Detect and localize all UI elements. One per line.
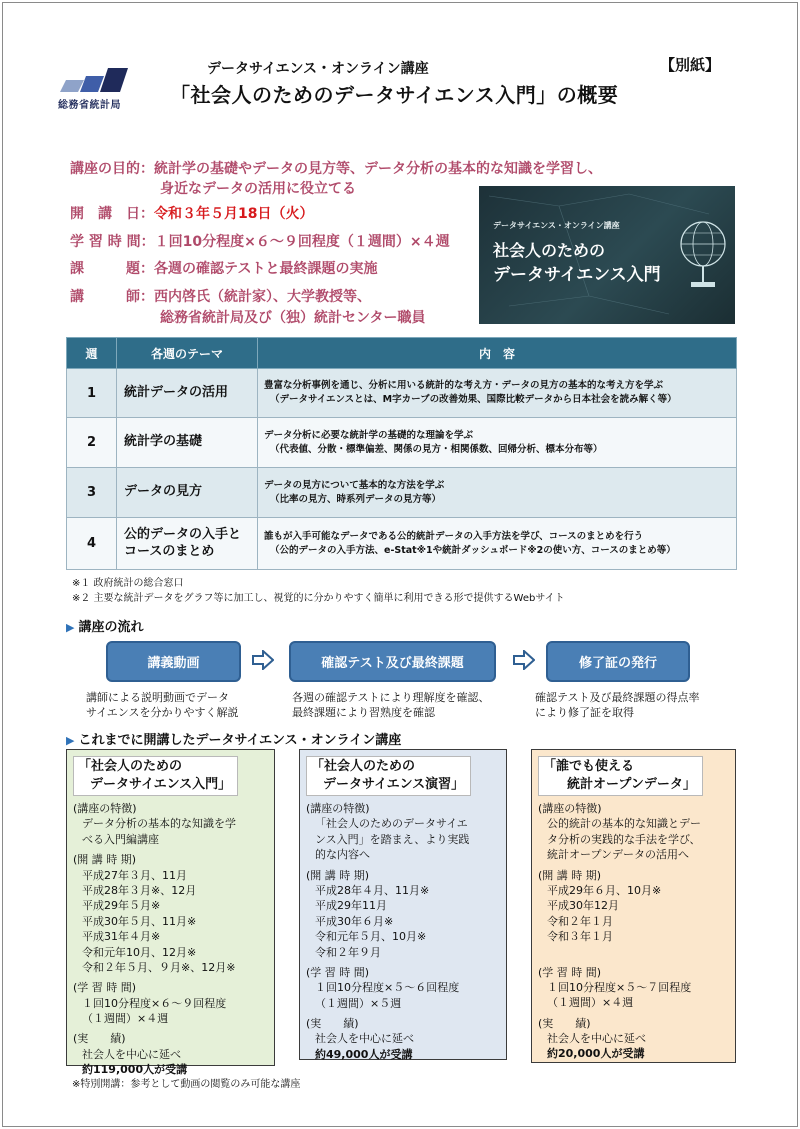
week-theme-line2: コースのまとめ xyxy=(124,543,215,559)
result-count: 約20,000人が受講 xyxy=(547,1047,645,1061)
triangle-bullet-icon: ▶ xyxy=(66,734,75,747)
step-certificate: 修了証の発行 xyxy=(546,641,690,682)
table-header-week: 週 xyxy=(67,338,117,369)
period-label: (開 講 時 期) xyxy=(306,868,370,882)
week-theme-line1: 公的データの入手と xyxy=(124,527,242,543)
description-line: 講師による説明動画でデータ xyxy=(86,691,229,704)
feature-line: 的な内容へ xyxy=(315,848,370,862)
annex-label: 【別紙】 xyxy=(660,56,721,74)
time-label: (学 習 時 間) xyxy=(538,965,602,979)
course-title xyxy=(73,756,238,796)
time-line: （１週間）×４週 xyxy=(82,1012,169,1026)
feature-line: データ分析の基本的な知識を学 xyxy=(82,817,236,831)
period-item: 平成31年４月※ xyxy=(82,930,161,944)
feature-label: (講座の特徴) xyxy=(73,802,137,815)
description-line: サイエンスを分かりやすく解説 xyxy=(86,706,239,720)
course-body xyxy=(73,801,236,1078)
history-title-text: これまでに開講したデータサイエンス・オンライン講座 xyxy=(78,733,402,748)
week-theme: 統計データの活用 xyxy=(117,369,258,418)
feature-line: タ分析の実践的な手法を学び、 xyxy=(547,832,701,846)
period-item: 令和元年10月、12月※ xyxy=(82,945,197,959)
period-item: 平成30年12月 xyxy=(547,899,619,913)
feature-line: 「社会人のためのデータサイエ xyxy=(315,817,468,831)
document-title: 「社会人のためのデータサイエンス入門」の概要 xyxy=(170,83,619,107)
description-line: により修了証を取得 xyxy=(535,706,634,720)
week-content-line1: データ分析に必要な統計学の基礎的な理論を学ぶ xyxy=(264,429,474,441)
time-line: １回10分程度×５～６回程度 xyxy=(315,981,460,995)
triangle-bullet-icon: ▶ xyxy=(66,621,75,634)
task-value: 各週の確認テストと最終課題の実施 xyxy=(154,261,378,277)
banner-title-line1: 社会人のための xyxy=(493,241,606,260)
course-title-line2: 統計オープンデータ」 xyxy=(567,776,696,792)
result-line: 社会人を中心に延べ xyxy=(547,1032,646,1046)
task-row xyxy=(70,258,377,278)
step-certificate-description xyxy=(535,690,700,721)
result-count: 約119,000人が受講 xyxy=(82,1063,188,1077)
table-header-theme: 各週のテーマ xyxy=(117,338,258,369)
lecturer-label: 講 師： xyxy=(70,289,154,305)
week-content-line1: 誰もが入手可能なデータである公的統計データの入手方法を学び、コースのまとめを行う xyxy=(264,530,644,542)
start-date-row xyxy=(70,203,313,223)
time-line: １回10分程度×６～９回程度 xyxy=(82,996,227,1010)
time-label: (学 習 時 間) xyxy=(73,981,137,995)
feature-line: 統計オープンデータの活用へ xyxy=(547,848,690,862)
purpose-row xyxy=(70,158,602,178)
course-title-line2: データサイエンス入門」 xyxy=(90,776,232,792)
feature-label: (講座の特徴) xyxy=(306,802,370,815)
week-content xyxy=(258,418,737,468)
document-subtitle: データサイエンス・オンライン講座 xyxy=(207,61,429,77)
week-content xyxy=(258,518,737,570)
result-line: 社会人を中心に延べ xyxy=(82,1047,181,1061)
table-row xyxy=(67,468,737,518)
period-item: 平成29年５月※ xyxy=(82,899,161,913)
period-item: 令和２年１月 xyxy=(547,914,613,928)
week-number: 2 xyxy=(67,418,117,468)
week-theme: データの見方 xyxy=(117,468,258,518)
history-section-title xyxy=(66,729,401,748)
table-row xyxy=(67,518,737,570)
footnote-1: ※１ 政府統計の総合窓口 xyxy=(72,578,184,589)
task-label: 課 題： xyxy=(70,261,154,277)
flow-title-text: 講座の流れ xyxy=(78,620,144,635)
course-body xyxy=(538,801,701,1062)
period-item: 平成27年３月、11月 xyxy=(82,868,187,882)
table-header-content: 内 容 xyxy=(258,338,737,369)
purpose-label: 講座の目的： xyxy=(70,161,154,177)
feature-label: (講座の特徴) xyxy=(538,802,602,815)
feature-line: べる入門編講座 xyxy=(82,832,159,846)
step-tests: 確認テスト及び最終課題 xyxy=(289,641,496,682)
week-content-line2: （公的データの入手方法、e-Stat※1や統計ダッシュボード※2の使い方、コースのまとめ等） xyxy=(270,544,676,556)
study-time-value: １回10分程度×６～９回程度（１週間）×４週 xyxy=(154,234,450,250)
result-count: 約49,000人が受講 xyxy=(315,1047,413,1061)
arrow-right-icon xyxy=(513,650,535,670)
period-item: 平成29年６月、10月※ xyxy=(547,883,662,897)
course-card-open-data xyxy=(531,749,736,1063)
arrow-right-icon xyxy=(252,650,274,670)
feature-line: 公的統計の基本的な知識とデー xyxy=(547,817,701,831)
feature-line: ンス入門」を踏まえ、より実践 xyxy=(315,832,470,846)
lecturer-value-2: 総務省統計局及び（独）統計センター職員 xyxy=(160,310,426,326)
course-title-line1: 「社会人のための xyxy=(311,759,416,774)
course-title-line2: データサイエンス演習」 xyxy=(323,776,465,792)
course-body xyxy=(306,801,469,1062)
flow-section-title xyxy=(66,616,143,635)
purpose-text: 統計学の基礎やデータの見方等、データ分析の基本的な知識を学習し、 xyxy=(154,161,602,177)
period-item: 令和３年１月 xyxy=(547,930,613,944)
banner-small-text: データサイエンス・オンライン講座 xyxy=(493,221,620,230)
description-line: 各週の確認テストにより理解度を確認、 xyxy=(292,691,490,704)
time-line: （１週間）×４週 xyxy=(547,996,634,1010)
result-label: (実 績) xyxy=(538,1016,591,1030)
week-content xyxy=(258,468,737,518)
description-line: 確認テスト及び最終課題の得点率 xyxy=(535,691,700,704)
logo-text: 総務省統計局 xyxy=(58,100,121,111)
period-item: 令和２年９月 xyxy=(315,945,381,959)
week-content-line2: （比率の見方、時系列データの見方等） xyxy=(270,493,442,505)
start-date-value: 令和３年５月18日（火） xyxy=(154,206,314,222)
weekly-content-table xyxy=(66,337,737,570)
start-date-label: 開 講 日： xyxy=(70,206,154,222)
period-label: (開 講 時 期) xyxy=(538,868,602,882)
table-row xyxy=(67,369,737,418)
period-item: 平成28年３月※、12月 xyxy=(82,883,197,897)
period-label: (開 講 時 期) xyxy=(73,853,137,867)
banner-title-line2: データサイエンス入門 xyxy=(493,265,661,285)
week-number: 1 xyxy=(67,369,117,418)
week-content-line2: （代表値、分散・標準偏差、関係の見方・相関係数、回帰分析、標本分布等） xyxy=(270,443,603,455)
period-item: 令和２年５月、９月※、12月※ xyxy=(82,960,236,974)
step-tests-description xyxy=(292,690,490,721)
description-line: 最終課題により習熟度を確認 xyxy=(292,706,435,720)
lecturer-value: 西内啓氏（統計家）、大学教授等、 xyxy=(154,289,371,305)
time-line: （１週間）×５週 xyxy=(315,996,402,1010)
week-number: 3 xyxy=(67,468,117,518)
week-number: 4 xyxy=(67,518,117,570)
course-card-practice xyxy=(299,749,507,1060)
study-time-label: 学 習 時 間： xyxy=(70,234,155,250)
course-title xyxy=(538,756,703,796)
study-time-row xyxy=(70,231,450,251)
result-line: 社会人を中心に延べ xyxy=(315,1032,414,1046)
course-title xyxy=(306,756,471,796)
step-lecture-video: 講義動画 xyxy=(106,641,241,682)
week-content xyxy=(258,369,737,418)
week-content-line1: データの見方について基本的な方法を学ぶ xyxy=(264,479,445,491)
time-line: １回10分程度×５～７回程度 xyxy=(547,980,692,994)
table-row xyxy=(67,418,737,468)
footnote-2: ※２ 主要な統計データをグラフ等に加工し、視覚的に分かりやすく簡単に利用できる形で提供するWebサイト xyxy=(72,593,565,604)
course-title-line1: 「社会人のための xyxy=(78,759,183,774)
week-content-line1: 豊富な分析事例を通じ、分析に用いる統計的な考え方・データの見方の基本的な考え方を学ぶ xyxy=(264,380,664,392)
week-theme xyxy=(117,518,258,570)
week-content-line2: （データサイエンスとは、M字カーブの改善効果、国際比較データから日本社会を読み解く等） xyxy=(270,394,677,405)
lecturer-row xyxy=(70,286,371,306)
time-label: (学 習 時 間) xyxy=(306,965,370,979)
course-card-intro xyxy=(66,749,275,1077)
result-label: (実 績) xyxy=(306,1017,359,1031)
period-item: 平成30年６月※ xyxy=(315,914,394,928)
week-theme: 統計学の基礎 xyxy=(117,418,258,468)
purpose-text-2: 身近なデータの活用に役立てる xyxy=(160,181,356,197)
period-item: 令和元年５月、10月※ xyxy=(315,930,427,944)
course-banner-image xyxy=(479,186,735,324)
step-lecture-description xyxy=(86,690,238,721)
result-label: (実 績) xyxy=(73,1032,126,1046)
period-item: 平成30年５月、11月※ xyxy=(82,914,197,928)
globe-icon xyxy=(675,212,731,296)
period-item: 平成29年11月 xyxy=(315,899,387,913)
course-title-line1: 「誰でも使える xyxy=(543,759,635,774)
special-session-note: ※特別開講：参考として動画の閲覧のみ可能な講座 xyxy=(72,1079,301,1090)
period-item: 平成28年４月、11月※ xyxy=(315,883,430,897)
